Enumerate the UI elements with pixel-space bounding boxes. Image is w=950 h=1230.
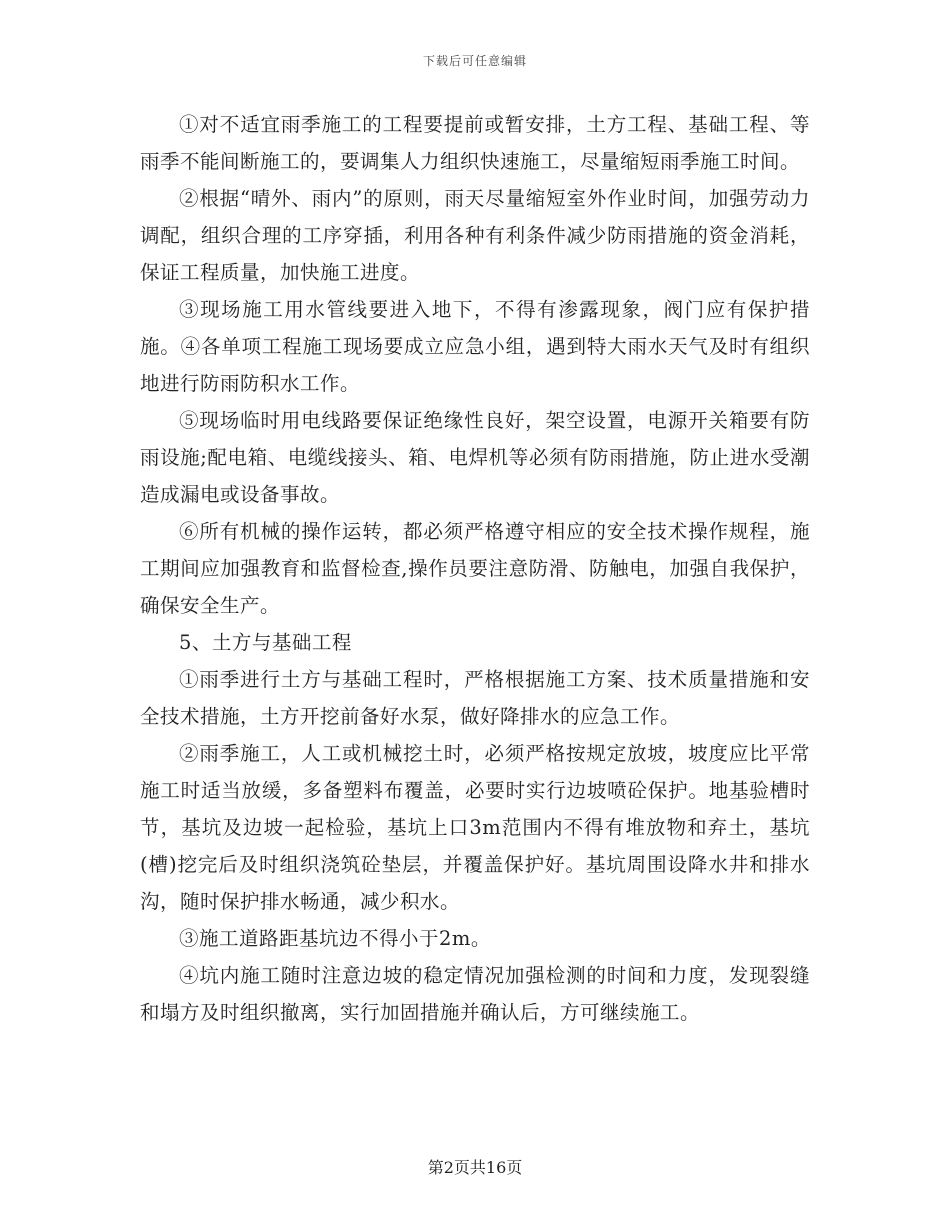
paragraph-rain-1: ①对不适宜雨季施工的工程要提前或暂安排，土方工程、基础工程、等雨季不能间断施工的，要调集人力组织快速施工，尽量缩短雨季施工时间。 [140,113,810,173]
document-body [140,106,810,1031]
paragraph-rain-6: ⑥所有机械的操作运转，都必须严格遵守相应的安全技术操作规程，施工期间应加强教育和监督检查,操作员要注意防滑、防触电，加强自我保护，确保安全生产。 [140,520,810,617]
paragraph-rain-3: ③现场施工用水管线要进入地下，不得有渗露现象，阀门应有保护措施。④各单项工程施工现场要成立应急小组，遇到特大雨水天气及时有组织地进行防雨防积水工作。 [140,298,810,395]
paragraph-earthwork-4: ④坑内施工随时注意边坡的稳定情况加强检测的时间和力度，发现裂缝和塌方及时组织撤离，实行加固措施并确认后，方可继续施工。 [140,964,810,1024]
paragraph-rain-5: ⑤现场临时用电线路要保证绝缘性良好，架空设置，电源开关箱要有防雨设施;配电箱、电缆线接头、箱、电焊机等必须有防雨措施，防止进水受潮造成漏电或设备事故。 [140,409,810,506]
page-number: 第2页共16页 [427,1158,523,1177]
paragraph-rain-2: ②根据“晴外、雨内”的原则，雨天尽量缩短室外作业时间，加强劳动力调配，组织合理的工序穿插，利用各种有利条件减少防雨措施的资金消耗，保证工程质量，加快施工进度。 [140,187,810,284]
section-heading: 5、土方与基础工程 [179,631,352,654]
page-header-note: 下载后可任意编辑 [422,54,527,68]
paragraph-earthwork-1: ①雨季进行土方与基础工程时，严格根据施工方案、技术质量措施和安全技术措施，土方开挖前备好水泵，做好降排水的应急工作。 [140,668,810,728]
paragraph-earthwork-3: ③施工道路距基坑边不得小于2m。 [179,927,491,950]
paragraph-earthwork-2: ②雨季施工，人工或机械挖土时，必须严格按规定放坡，坡度应比平常施工时适当放缓，多备塑料布覆盖，必要时实行边坡喷砼保护。地基验槽时节，基坑及边坡一起检验，基坑上口3m范围内不得有堆放物和弃土，基坑(槽)挖完后及时组织浇筑砼垫层，并覆盖保护好。基坑周围设降水井和排水沟，随时保护排水畅通，减少积水。 [140,742,810,913]
